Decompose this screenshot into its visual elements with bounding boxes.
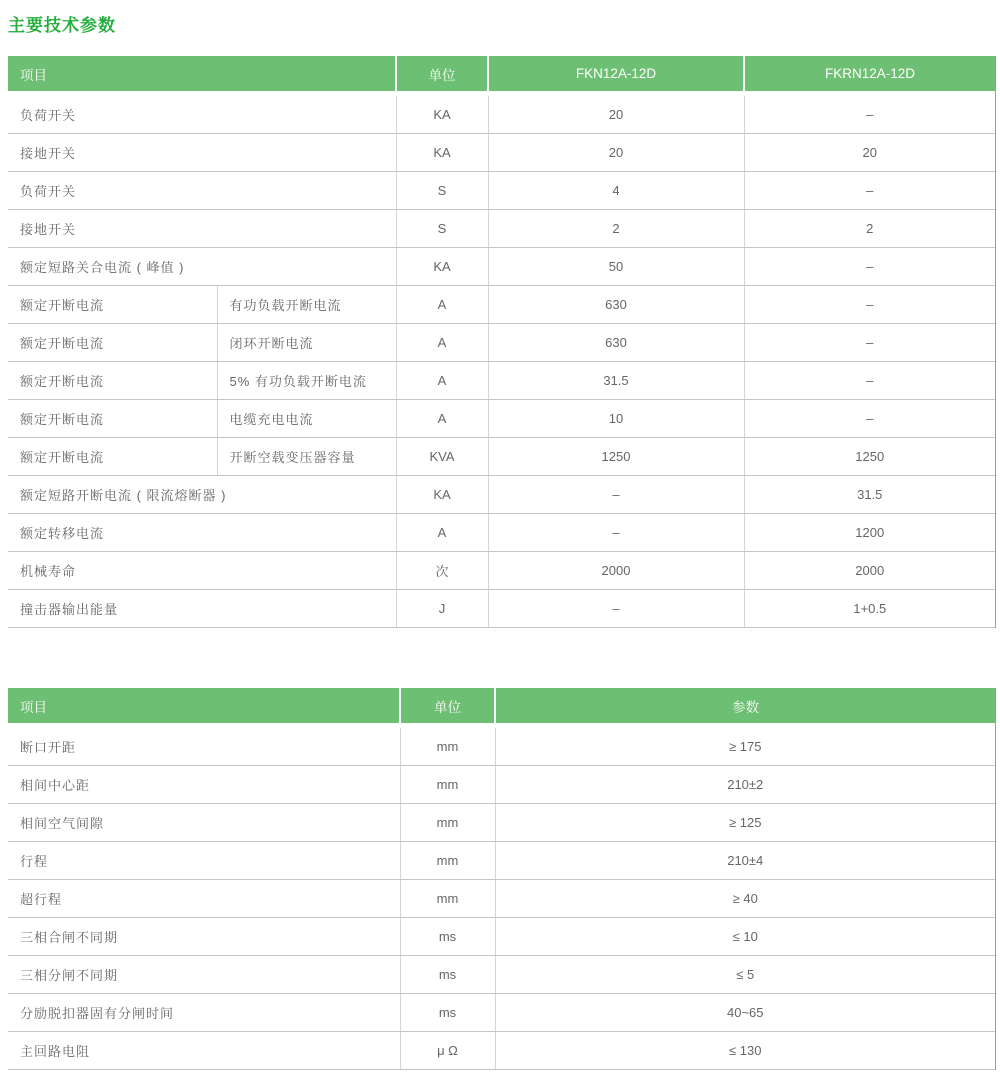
value-cell-fkrn12a: 1+0.5 (744, 590, 995, 628)
value-cell-fkrn12a: 31.5 (744, 476, 995, 514)
item-cell: 额定开断电流 (8, 400, 217, 438)
table-row (8, 956, 995, 994)
header-cell-unit: 单位 (400, 688, 495, 726)
unit-cell: ms (400, 994, 495, 1032)
value-cell-fkn12a: 50 (488, 248, 744, 286)
sub-item-cell: 电缆充电电流 (217, 400, 396, 438)
table-row (8, 726, 995, 766)
secondary-parameters-table (8, 688, 995, 1070)
value-cell-fkn12a: 20 (488, 134, 744, 172)
value-cell-fkrn12a: – (744, 286, 995, 324)
table-row (8, 842, 995, 880)
value-cell-fkn12a: 20 (488, 94, 744, 134)
unit-cell: A (396, 286, 488, 324)
value-cell-fkn12a: 630 (488, 324, 744, 362)
item-cell: 额定短路关合电流 ( 峰值 ) (8, 248, 396, 286)
unit-cell: S (396, 172, 488, 210)
value-cell-fkrn12a: – (744, 324, 995, 362)
item-cell: 主回路电阻 (8, 1032, 400, 1070)
item-cell: 三相分闸不同期 (8, 956, 400, 994)
item-cell: 额定开断电流 (8, 286, 217, 324)
param-cell: ≤ 130 (495, 1032, 995, 1070)
table-row (8, 1032, 995, 1070)
table-row (8, 804, 995, 842)
table-row (8, 476, 995, 514)
unit-cell: ms (400, 918, 495, 956)
item-cell: 撞击器输出能量 (8, 590, 396, 628)
header-row (8, 56, 995, 94)
sub-item-cell: 有功负载开断电流 (217, 286, 396, 324)
value-cell-fkrn12a: 1200 (744, 514, 995, 552)
table-row (8, 248, 995, 286)
value-cell-fkrn12a: 2000 (744, 552, 995, 590)
unit-cell: KA (396, 248, 488, 286)
unit-cell: S (396, 210, 488, 248)
table-row (8, 552, 995, 590)
param-cell: ≥ 40 (495, 880, 995, 918)
table-row (8, 514, 995, 552)
unit-cell: mm (400, 726, 495, 766)
value-cell-fkrn12a: – (744, 400, 995, 438)
item-cell: 机械寿命 (8, 552, 396, 590)
value-cell-fkrn12a: 2 (744, 210, 995, 248)
table-header (8, 688, 995, 726)
value-cell-fkn12a: 2 (488, 210, 744, 248)
unit-cell: KA (396, 94, 488, 134)
item-cell: 相间空气间隙 (8, 804, 400, 842)
item-cell: 额定开断电流 (8, 324, 217, 362)
item-cell: 分励脱扣器固有分闸时间 (8, 994, 400, 1032)
value-cell-fkn12a: 2000 (488, 552, 744, 590)
item-cell: 额定转移电流 (8, 514, 396, 552)
unit-cell: A (396, 362, 488, 400)
item-cell: 接地开关 (8, 210, 396, 248)
header-cell-item: 项目 (8, 688, 400, 726)
item-cell: 超行程 (8, 880, 400, 918)
unit-cell: mm (400, 842, 495, 880)
value-cell-fkn12a: 31.5 (488, 362, 744, 400)
table-row (8, 324, 995, 362)
value-cell-fkn12a: 630 (488, 286, 744, 324)
item-cell: 行程 (8, 842, 400, 880)
table-row (8, 880, 995, 918)
unit-cell: A (396, 324, 488, 362)
value-cell-fkrn12a: 1250 (744, 438, 995, 476)
unit-cell: ms (400, 956, 495, 994)
item-cell: 三相合闸不同期 (8, 918, 400, 956)
param-cell: 210±4 (495, 842, 995, 880)
table-body (8, 726, 995, 1070)
table-row (8, 400, 995, 438)
param-cell: ≤ 10 (495, 918, 995, 956)
param-cell: 210±2 (495, 766, 995, 804)
item-cell: 负荷开关 (8, 172, 396, 210)
sub-item-cell: 5% 有功负载开断电流 (217, 362, 396, 400)
item-cell: 断口开距 (8, 726, 400, 766)
value-cell-fkn12a: – (488, 590, 744, 628)
table-row (8, 94, 995, 134)
header-row (8, 688, 995, 726)
param-cell: ≥ 125 (495, 804, 995, 842)
table-row (8, 172, 995, 210)
unit-cell: J (396, 590, 488, 628)
secondary-parameters-table-wrap (8, 688, 996, 1070)
item-cell: 负荷开关 (8, 94, 396, 134)
item-cell: 额定开断电流 (8, 362, 217, 400)
item-cell: 接地开关 (8, 134, 396, 172)
unit-cell: A (396, 400, 488, 438)
value-cell-fkn12a: 1250 (488, 438, 744, 476)
unit-cell: mm (400, 766, 495, 804)
header-cell-fkn12a: FKN12A-12D (488, 56, 744, 94)
param-cell: ≤ 5 (495, 956, 995, 994)
value-cell-fkrn12a: – (744, 248, 995, 286)
unit-cell: KA (396, 134, 488, 172)
param-cell: ≥ 175 (495, 726, 995, 766)
main-parameters-table-wrap (8, 56, 996, 628)
table-row (8, 134, 995, 172)
item-cell: 额定开断电流 (8, 438, 217, 476)
table-row (8, 362, 995, 400)
unit-cell: A (396, 514, 488, 552)
value-cell-fkn12a: – (488, 476, 744, 514)
unit-cell: μ Ω (400, 1032, 495, 1070)
table-row (8, 994, 995, 1032)
table-header (8, 56, 995, 94)
header-cell-param: 参数 (495, 688, 995, 726)
table-body (8, 94, 995, 628)
value-cell-fkrn12a: 20 (744, 134, 995, 172)
header-cell-item: 项目 (8, 56, 396, 94)
param-cell: 40~65 (495, 994, 995, 1032)
page-title: 主要技术参数 (8, 16, 116, 35)
sub-item-cell: 闭环开断电流 (217, 324, 396, 362)
value-cell-fkn12a: 10 (488, 400, 744, 438)
table-row (8, 438, 995, 476)
unit-cell: mm (400, 804, 495, 842)
table-row (8, 210, 995, 248)
table-row (8, 766, 995, 804)
unit-cell: KA (396, 476, 488, 514)
value-cell-fkrn12a: – (744, 94, 995, 134)
value-cell-fkrn12a: – (744, 172, 995, 210)
table-row (8, 590, 995, 628)
value-cell-fkn12a: 4 (488, 172, 744, 210)
table-row (8, 918, 995, 956)
main-parameters-table (8, 56, 995, 628)
unit-cell: KVA (396, 438, 488, 476)
unit-cell: mm (400, 880, 495, 918)
value-cell-fkn12a: – (488, 514, 744, 552)
sub-item-cell: 开断空载变压器容量 (217, 438, 396, 476)
item-cell: 额定短路开断电流 ( 限流熔断器 ) (8, 476, 396, 514)
value-cell-fkrn12a: – (744, 362, 995, 400)
header-cell-fkrn12a: FKRN12A-12D (744, 56, 995, 94)
table-row (8, 286, 995, 324)
header-cell-unit: 单位 (396, 56, 488, 94)
item-cell: 相间中心距 (8, 766, 400, 804)
unit-cell: 次 (396, 552, 488, 590)
